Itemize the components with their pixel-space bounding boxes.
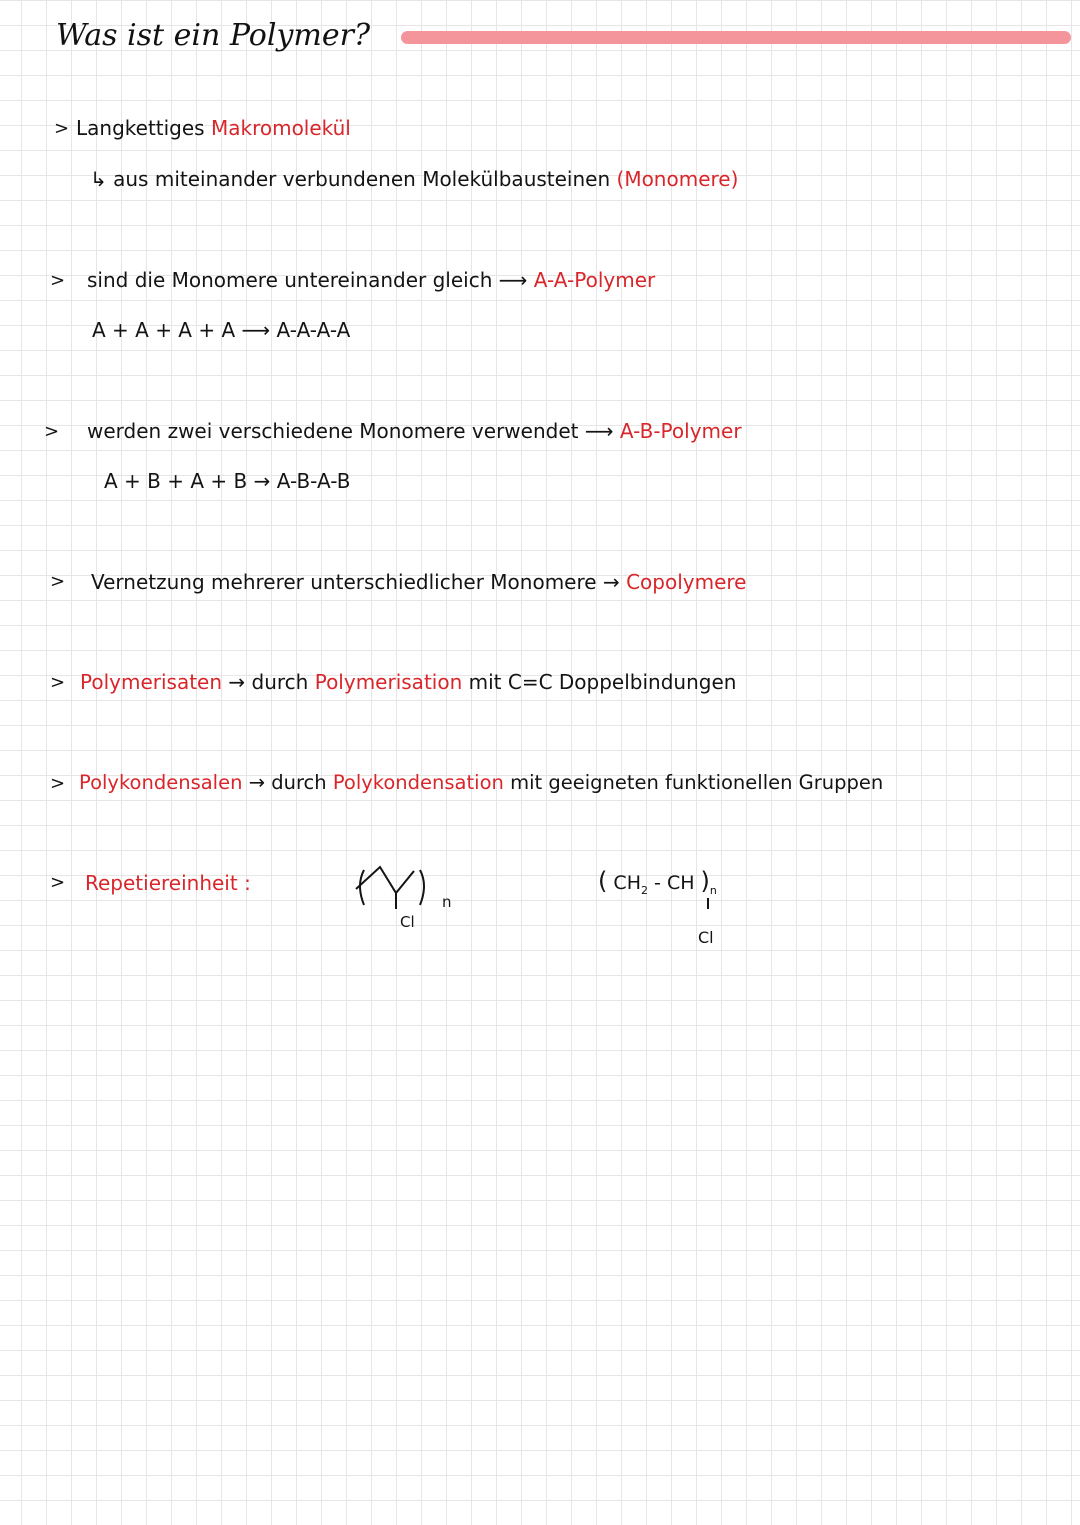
section-1-subline bbox=[90, 167, 738, 191]
formula-subscript: n bbox=[709, 884, 717, 897]
bracket-right-icon bbox=[420, 870, 424, 905]
section-5-highlight: Polymerisaten bbox=[80, 670, 223, 694]
section-6-text: durch bbox=[271, 771, 327, 794]
section-7-label: Repetiereinheit : bbox=[85, 871, 251, 895]
section-1-sub-highlight: (Monomere) bbox=[616, 167, 739, 191]
bracket-left-icon: ( bbox=[598, 867, 608, 895]
arrow-icon: ⟶ bbox=[498, 268, 528, 292]
section-5-line bbox=[80, 670, 736, 694]
section-5-highlight-2: Polymerisation bbox=[314, 670, 463, 694]
section-6-line bbox=[79, 771, 883, 794]
formula-bond: - bbox=[654, 872, 661, 894]
section-2-text: sind die Monomere untereinander gleich bbox=[87, 268, 493, 292]
section-6-highlight: Polykondensalen bbox=[79, 771, 243, 794]
equation-left: A + A + A + A bbox=[92, 318, 236, 342]
title-underline-marker bbox=[401, 31, 1071, 44]
section-3-highlight: A-B-Polymer bbox=[619, 419, 742, 443]
bullet-icon: > bbox=[50, 872, 66, 893]
section-3-equation bbox=[104, 469, 350, 493]
section-1-sub-text: aus miteinander verbundenen Molekülbausteinen bbox=[113, 167, 611, 191]
section-1-highlight: Makromolekül bbox=[210, 116, 351, 140]
section-2-line bbox=[87, 268, 655, 292]
bullet-icon: > bbox=[50, 773, 66, 794]
section-6-highlight-2: Polykondensation bbox=[332, 771, 504, 794]
section-5-text: durch bbox=[251, 670, 309, 694]
section-1-line bbox=[76, 116, 351, 140]
arrow-icon: ⟶ bbox=[584, 419, 614, 443]
section-6-text-2: mit geeigneten funktionellen Gruppen bbox=[510, 771, 884, 794]
equation-right: A-A-A-A bbox=[276, 318, 351, 342]
bullet-icon: > bbox=[50, 270, 66, 291]
section-2-highlight: A-A-Polymer bbox=[533, 268, 656, 292]
bullet-icon: > bbox=[54, 118, 70, 139]
bracket-right-icon: ) bbox=[700, 867, 710, 895]
page-title: Was ist ein Polymer? bbox=[56, 18, 371, 53]
arrow-icon: ⟶ bbox=[241, 318, 271, 342]
section-3-text: werden zwei verschiedene Monomere verwendet bbox=[87, 419, 579, 443]
bullet-icon: > bbox=[50, 571, 66, 592]
bullet-icon: > bbox=[44, 421, 60, 442]
formula-vertical-bond bbox=[707, 898, 709, 909]
section-4-text: Vernetzung mehrerer unterschiedlicher Monomere bbox=[91, 570, 597, 594]
section-4-highlight: Copolymere bbox=[626, 570, 747, 594]
bullet-icon: > bbox=[50, 672, 66, 693]
sub-arrow-icon: ↳ bbox=[90, 167, 107, 191]
equation-left: A + B + A + B bbox=[104, 469, 248, 493]
formula-group-left-subscript: 2 bbox=[640, 884, 648, 897]
formula-group-right: CH bbox=[666, 872, 695, 894]
section-3-line bbox=[87, 419, 742, 443]
section-5-text-2: mit C=C Doppelbindungen bbox=[468, 670, 737, 694]
arrow-icon: → bbox=[602, 570, 620, 594]
skeletal-substituent: Cl bbox=[400, 913, 415, 931]
bracket-left-icon bbox=[360, 870, 364, 905]
skeletal-subscript: n bbox=[442, 893, 452, 911]
arrow-icon: → bbox=[253, 469, 271, 493]
equation-right: A-B-A-B bbox=[276, 469, 351, 493]
section-1-text: Langkettiges bbox=[76, 116, 205, 140]
section-2-equation bbox=[92, 318, 350, 342]
formula-substituent: Cl bbox=[698, 928, 714, 947]
structural-formula bbox=[598, 867, 717, 897]
formula-group-left: CH bbox=[613, 872, 641, 894]
arrow-icon: → bbox=[228, 670, 246, 694]
bond-chain bbox=[356, 867, 414, 893]
arrow-icon: → bbox=[248, 771, 266, 794]
section-4-line bbox=[91, 570, 746, 594]
